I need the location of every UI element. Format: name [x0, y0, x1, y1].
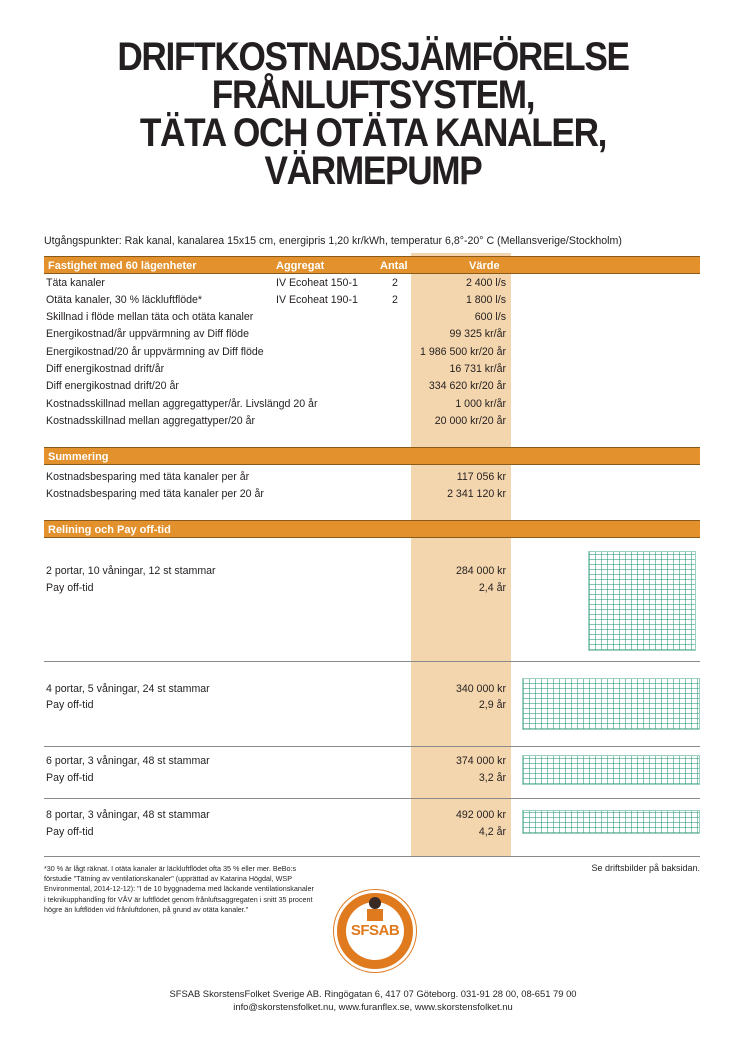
header-property: Fastighet med 60 lägenheter [48, 260, 197, 272]
divider [44, 746, 700, 747]
table-row [44, 486, 700, 503]
payoff-value: 2,4 år [478, 582, 506, 594]
row-label: Kostnadsbesparing med täta kanaler per 20 år [46, 488, 264, 500]
row-value: 117 056 kr [456, 471, 506, 483]
row-label: Diff energikostnad drift/20 år [46, 380, 179, 392]
sfsab-logo [334, 890, 416, 972]
table-row [44, 344, 700, 361]
row-value: 2 341 120 kr [447, 488, 506, 500]
page-title [45, 35, 701, 193]
relining-label: 4 portar, 5 våningar, 24 st stammar [46, 683, 210, 695]
address-line-1: SFSAB SkorstensFolket Sverige AB. Ringögatan 6, 417 07 Göteborg. 031-91 28 00, 08-651 79 00 [169, 988, 577, 999]
divider [44, 661, 700, 662]
see-back-note: Se driftsbilder på baksidan. [591, 863, 700, 873]
address-line-2: info@skorstensfolket.nu, www.furanflex.se, www.skorstensfolket.nu [233, 1001, 513, 1012]
table-row [44, 326, 700, 343]
logo-text: SFSAB [350, 922, 400, 939]
row-value: 99 325 kr/år [449, 328, 506, 340]
relining-label: 6 portar, 3 våningar, 48 st stammar [46, 755, 210, 767]
row-label: Energikostnad/år uppvärmning av Diff flöde [46, 328, 249, 340]
payoff-label: Pay off-tid [46, 772, 94, 784]
title-line-4: VÄRMEPUMP [264, 149, 482, 193]
building-drawing-image [588, 551, 696, 651]
payoff-label: Pay off-tid [46, 699, 94, 711]
row-label: Diff energikostnad drift/år [46, 363, 165, 375]
row-label: Otäta kanaler, 30 % läckluftflöde* [46, 294, 203, 306]
payoff-value: 4,2 år [478, 826, 506, 838]
table-row [44, 292, 700, 309]
row-label: Kostnadsskillnad mellan aggregattyper/år. Livslängd 20 år [46, 398, 318, 410]
header-count: Antal [380, 260, 408, 272]
row-value: 1 800 l/s [465, 294, 506, 306]
building-drawing-image [522, 810, 700, 834]
footer-address [0, 987, 746, 1013]
payoff-value: 2,9 år [478, 699, 506, 711]
row-value: 600 l/s [474, 311, 506, 323]
row-label: Skillnad i flöde mellan täta och otäta kanaler [46, 311, 254, 323]
premises-text: Utgångspunkter: Rak kanal, kanalarea 15x15 cm, energipris 1,20 kr/kWh, temperatur 6,8°-20° C (Mellansverige/Stockholm) [44, 235, 622, 247]
relining-cost: 340 000 kr [455, 683, 506, 695]
chimney-icon [367, 909, 383, 921]
table-row [44, 361, 700, 378]
row-value: 1 000 kr/år [455, 398, 506, 410]
building-drawing-image [522, 678, 700, 730]
row-value: 2 400 l/s [465, 277, 506, 289]
table-row [44, 396, 700, 413]
payoff-label: Pay off-tid [46, 582, 94, 594]
row-value: 20 000 kr/20 år [434, 415, 506, 427]
smoke-icon [369, 897, 381, 909]
relining-label: 2 portar, 10 våningar, 12 st stammar [46, 565, 216, 577]
payoff-label: Pay off-tid [46, 826, 94, 838]
summary-header [44, 447, 700, 465]
row-label: Täta kanaler [46, 277, 105, 289]
row-unit: IV Ecoheat 150-1 [276, 277, 358, 289]
relining-cost: 374 000 kr [455, 755, 506, 767]
payoff-value: 3,2 år [478, 772, 506, 784]
table-row [44, 413, 700, 430]
table-row [44, 275, 700, 292]
divider [44, 856, 700, 857]
row-count: 2 [392, 294, 398, 306]
relining-cost: 492 000 kr [455, 809, 506, 821]
row-value: 334 620 kr/20 år [428, 380, 506, 392]
relining-label: 8 portar, 3 våningar, 48 st stammar [46, 809, 210, 821]
table-row [44, 378, 700, 395]
relining-cost: 284 000 kr [455, 565, 506, 577]
title-line-1: DRIFTKOSTNADSJÄMFÖRELSE [117, 35, 629, 79]
divider [44, 798, 700, 799]
row-label: Kostnadsbesparing med täta kanaler per år [46, 471, 250, 483]
footnote: *30 % är lågt räknat. I otäta kanaler är läckluftflödet ofta 35 % eller mer. BeBo:s förstudie "Tätning av ventilationskanaler" (upprättad av Katarina Högdal, WSP Environmental, 2014-12-12): "I de 10 byggnaderna med läckande ventilationskanaler i teknikupphandling för VÅV är luftflödet genom frånluftsaggregaten i snitt 35 procent högre än luftflöden vid frånluftdonen, på grund av otäta kanaler." [44, 864, 314, 914]
header-unit: Aggregat [276, 260, 325, 272]
row-value: 1 986 500 kr/20 år [420, 346, 506, 358]
table-header [44, 256, 700, 274]
title-line-3: TÄTA OCH OTÄTA KANALER, [139, 111, 607, 155]
row-count: 2 [392, 277, 398, 289]
building-drawing-image [522, 755, 700, 785]
relining-header [44, 520, 700, 538]
row-label: Kostnadsskillnad mellan aggregattyper/20 år [46, 415, 256, 427]
row-value: 16 731 kr/år [449, 363, 506, 375]
table-row [44, 309, 700, 326]
summary-heading: Summering [48, 451, 109, 463]
header-value: Värde [469, 260, 500, 272]
row-label: Energikostnad/20 år uppvärmning av Diff flöde [46, 346, 264, 358]
table-row [44, 469, 700, 486]
title-line-2: FRÅNLUFTSYSTEM, [211, 73, 535, 117]
relining-heading: Relining och Pay off-tid [48, 524, 171, 536]
row-unit: IV Ecoheat 190-1 [276, 294, 358, 306]
